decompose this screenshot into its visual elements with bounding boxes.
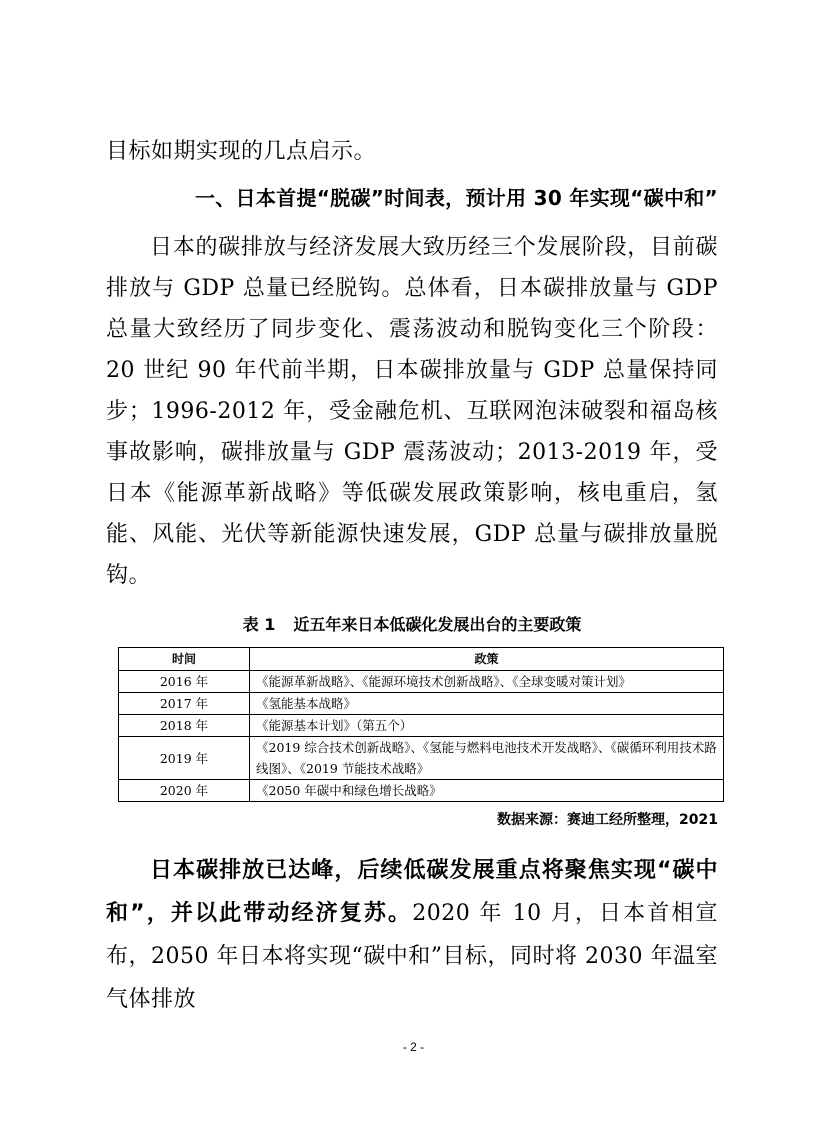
table-source-note: 数据来源：赛迪工经所整理，2021 [497, 812, 718, 828]
row-year: 2020 年 [119, 780, 250, 802]
row-policy: 《2050 年碳中和绿色增长战略》 [250, 780, 724, 802]
final-paragraph [106, 849, 718, 1021]
policy-table [118, 647, 724, 802]
row-policy: 《能源基本计划》（第五个） [250, 715, 724, 737]
table-caption-title: 近五年来日本低碳化发展出台的主要政策 [293, 615, 582, 634]
table-caption-number: 表 1 [242, 615, 276, 634]
header-policy: 政策 [250, 648, 724, 671]
row-year: 2016 年 [119, 671, 250, 693]
table-row [119, 780, 724, 802]
row-policy: 《能源革新战略》、《能源环境技术创新战略》、《全球变暖对策计划》 [250, 671, 724, 693]
header-time: 时间 [119, 648, 250, 671]
table-row [119, 737, 724, 780]
table-row [119, 715, 724, 737]
final-paragraph-bold: 日本碳排放已达峰，后续低碳发展重点将聚焦实现“碳中和”，并以此带动经济复苏。 [106, 858, 718, 926]
table-caption [106, 612, 718, 638]
row-policy: 《氢能基本战略》 [250, 693, 724, 715]
row-year: 2019 年 [119, 737, 250, 780]
page-number: - 2 - [402, 1040, 425, 1054]
final-paragraph-text: 2020 年 10 月，日本首相宣布，2050 年日本将实现“碳中和”目标，同时将 2030 年温室气体排放 [106, 901, 718, 1012]
section-heading: 一、日本首提“脱碳”时间表，预计用 30 年实现“碳中和” [194, 186, 718, 210]
body-paragraph: 日本的碳排放与经济发展大致历经三个发展阶段，目前碳排放与 GDP 总量已经脱钩。总体看，日本碳排放量与 GDP 总量大致经历了同步变化、震荡波动和脱钩变化三个阶段：20 世纪 90 年代前半期，日本碳排放量与 GDP 总量保持同步；1996-2012 年，受金融危机、互联网泡沫破裂和福岛核事故影响，碳排放量与 GDP 震荡波动；2013-2019 年，受日本《能源革新战略》等低碳发展政策影响，核电重启，氢能、风能、光伏等新能源快速发展，GDP 总量与碳排放量脱钩。 [106, 235, 718, 588]
continuation-paragraph: 目标如期实现的几点启示。 [106, 139, 377, 164]
table-row [119, 671, 724, 693]
row-year: 2018 年 [119, 715, 250, 737]
table-row [119, 693, 724, 715]
table-header-row [119, 648, 724, 671]
row-policy: 《2019 综合技术创新战略》、《氢能与燃料电池技术开发战略》、《碳循环利用技术路线图》、《2019 节能技术战略》 [250, 737, 724, 780]
row-year: 2017 年 [119, 693, 250, 715]
